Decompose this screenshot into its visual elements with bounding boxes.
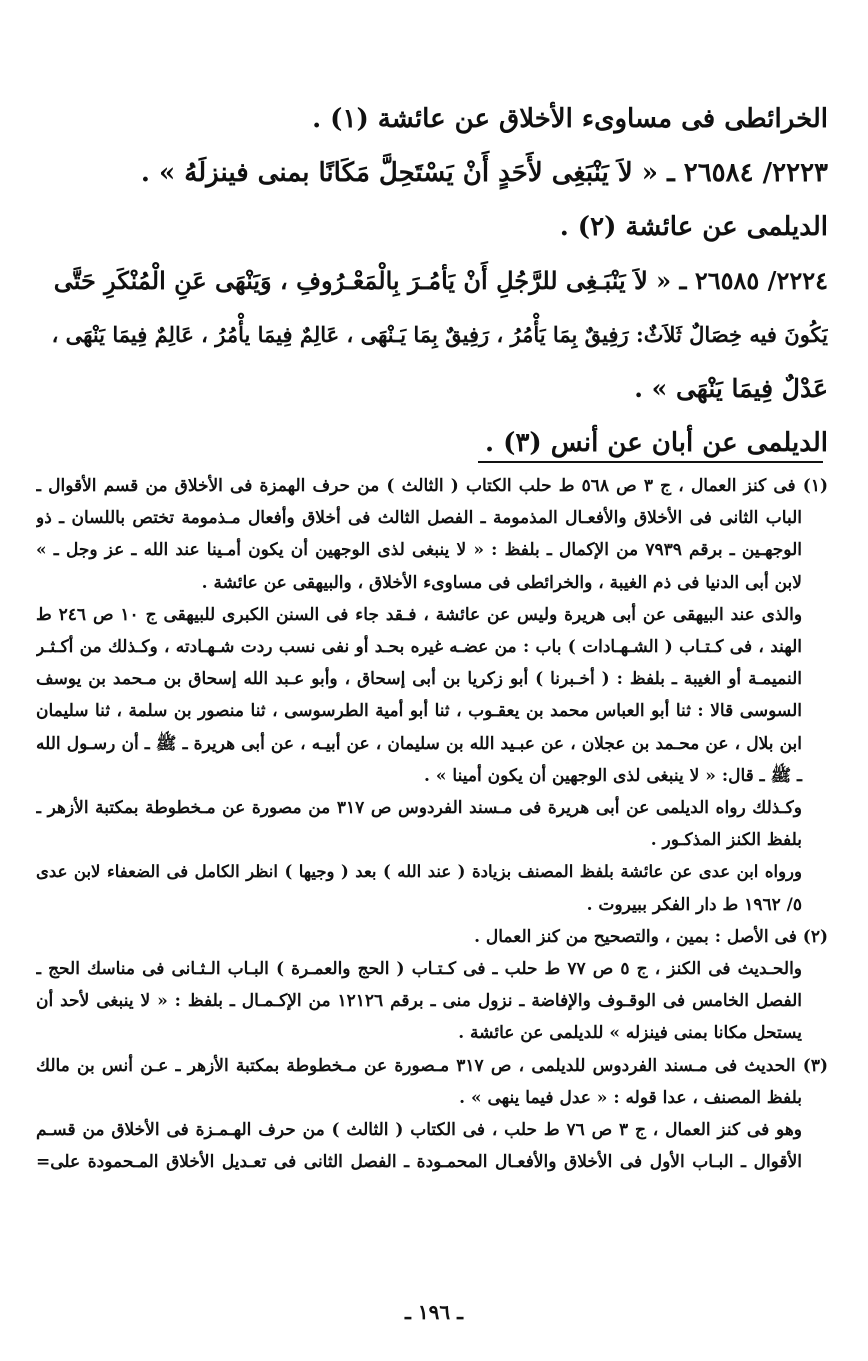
footnote-1-line: ٥/ ١٩٦٢ ط دار الفكر ببيروت . [586, 894, 802, 915]
source-line-kharaiti: الخرائطى فى مساوىء الأخلاق عن عائشة (١) . [312, 104, 828, 134]
footnote-1-line: (١) فى كنز العمال ، ج ٣ ص ٥٦٨ ط حلب الكتاب ( الثالث ) من حرف الهمزة فى الأخلاق من قسم الأقوال ـ [36, 476, 828, 496]
footnote-3-line: الأقوال ـ البـاب الأول فى الأخلاق والأفعـال المحمـودة ـ الفصل الثانى فى تعـديل الأخلاق المـحمودة على= [36, 1152, 802, 1173]
footnote-1-line: بلفظ الكنز المذكـور . [650, 830, 802, 851]
footnote-1-line: ـ ﷺ ـ قال: « لا ينبغى لذى الوجهين أن يكون أمينا » . [424, 765, 802, 786]
footnote-1-line: والذى عند البيهقى عن أبى هريرة وليس عن عائشة ، فـقد جاء فى السنن الكبرى للبيهقى ج ١٠ ص ٢٤٦ ط [36, 604, 803, 625]
footnote-1-line: الباب الثانى فى الأخلاق والأفعـال المذمومة ـ الفصل الثالث فى أخلاق وأفعال مـذمومة تختص باللسان ـ ذو [36, 508, 802, 529]
footnote-1-line: ابن بلال ، عن محـمد بن عجلان ، عن عبـيد الله بن سليمان ، عن أبيـه ، عن أبى هريرة ـ ﷺ ـ أن رسـول الله [36, 733, 802, 754]
footnote-1-line: ورواه ابن عدى عن عائشة بلفظ المصنف بزيادة ( عند الله ) بعد ( وجيها ) انظر الكامل فى الضعفاء لابن عدى [36, 862, 802, 882]
footnote-1-line: الوجهـين ـ برقم ٧٩٣٩ من الإكمال ـ بلفظ : « لا ينبغى لذى الوجهين أن يكون أمـينا عند الله ـ عز وجل ـ » [36, 540, 802, 561]
footnote-2-line: والحـديث فى الكنز ، ج ٥ ص ٧٧ ط حلب ـ فى كـتـاب ( الحج والعمـرة ) البـاب الـثـانى فى مناسك الحج ـ [36, 959, 803, 980]
footnote-1-line: النميمـة أو الغيبة ـ بلفظ : ( أخـبرنا ) أبو زكريا بن أبى إسحاق ، وأبو عـبد الله إسحاق بن مـحمد بن يوسف [36, 669, 802, 690]
source-line-daylami-aisha: الديلمى عن عائشة (٢) . [559, 212, 828, 242]
footnote-1-line: الهند ، فى كـتـاب ( الشـهـادات ) باب : من عضـه غيره بحـد أو نفى نسب ردت شـهـادته ، وكـذلك من أكـثـر [36, 637, 802, 658]
main-text [40, 92, 828, 470]
footnote-2-line: (٢) فى الأصل : بمين ، والتصحيح من كنز العمال . [474, 926, 828, 947]
hadith-2224-line-1: ٢٢٢٤/ ٢٦٥٨٥ ـ « لاَ يَنْبَـغِى للرَّجُلِ أَنْ يَأمُـرَ بِالْمَعْـرُوفِ ، وَيَنْهَى عَنِ الْمُنْكَرِ حَتَّى [53, 266, 828, 295]
hadith-2223: ٢٢٢٣/ ٢٦٥٨٤ ـ « لاَ يَنْبَغِى لأَحَدٍ أَنْ يَسْتَحِلَّ مَكَانًا بمنى فينزلَهُ » . [140, 158, 828, 188]
footnotes [36, 470, 828, 1178]
hadith-2224-line-3: عَدْلٌ فِيمَا يَنْهَى » . [634, 374, 828, 403]
hadith-2224-line-2: يَكُونَ فيه خِصَالٌ ثَلاَثٌ: رَفِيقٌ بِمَا يَأْمُرُ ، رَفِيقٌ بِمَا يَـنْهَى ، عَالِمٌ فِيمَا يأْمُرُ ، عَالِمٌ فِيمَا يَنْهَى ، [51, 322, 828, 347]
footnote-2-line: الفصل الخامس فى الوقـوف والإفاضة ـ نزول منى ـ برقم ١٢١٢٦ من الإكـمـال ـ بلفظ : « لا ينبغى لأحد أن [36, 991, 802, 1012]
footnote-3-line: (٣) الحديث فى مـسند الفردوس للديلمى ، ص ٣١٧ مـصورة عن مـخطوطة بمكتبة الأزهر ـ عـن أنس بن مالك [36, 1055, 828, 1076]
footnote-1-line: وكـذلك رواه الديلمى عن أبى هريرة فى مـسند الفردوس ص ٣١٧ من مصورة عن مـخطوطة بمكتبة الأزهر ـ [36, 798, 802, 819]
page-number: ـ ١٩٦ ـ [405, 1300, 463, 1324]
footnote-3-line: بلفظ المصنف ، عدا قوله : « عدل فيما ينهى » . [459, 1087, 802, 1108]
footnote-1-line: لابن أبى الدنيا فى ذم الغيبة ، والخرائطى فى مساوىء الأخلاق ، والبيهقى عن عائشة . [201, 572, 802, 593]
footnote-3-line: وهو فى كنز العمال ، ج ٣ ص ٧٦ ط حلب ، فى الكتاب ( الثالث ) من حرف الهـمـزة فى الأخلاق من قسـم [36, 1120, 803, 1141]
footnote-divider [478, 461, 823, 463]
footnote-1-line: السوسى قالا : ثنا أبو العباس محمد بن يعقـوب ، ثنا أبو أمية الطرسوسى ، ثنا منصور بن سلمة ، ثنا سليمان [36, 701, 802, 722]
footnote-2-line: يستحل مكانا بمنى فينزله » للديلمى عن عائشة . [458, 1023, 802, 1044]
source-line-daylami-aban: الديلمى عن أبان عن أنس (٣) . [485, 428, 828, 458]
